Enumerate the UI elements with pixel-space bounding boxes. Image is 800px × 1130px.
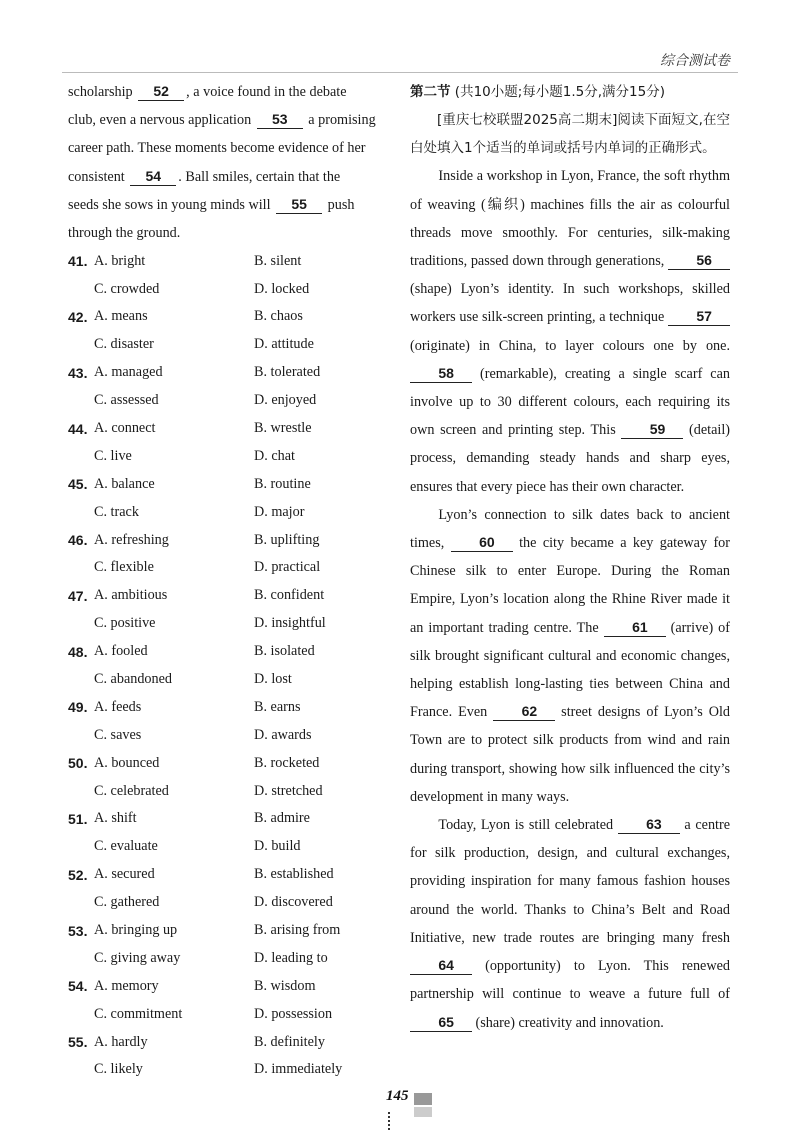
question-row bbox=[68, 442, 390, 470]
question-row bbox=[68, 693, 390, 721]
question-number: 46. bbox=[68, 532, 88, 549]
left-column bbox=[68, 78, 390, 1084]
question-row bbox=[68, 1000, 390, 1028]
page-number-dots bbox=[388, 1112, 392, 1130]
passage-text: (opportunity) to Lyon. This renewed partnership will continue to weave a future full of bbox=[410, 958, 730, 1003]
option-d[interactable]: D. attitude bbox=[254, 336, 314, 353]
passage-text: (arrive) of silk brought significant cultural and economic changes, helping establish long-lasting ties between China and France. Even bbox=[410, 619, 730, 721]
header-divider bbox=[62, 72, 738, 73]
passage-text: (remarkable), creating a single scarf can involve up to 30 different colours, each requiring its own screen and printing step. This bbox=[410, 365, 730, 439]
passage-text: the city became a key gateway for Chinese silk to enter Europe. During the Roman Empire, Lyon’s location along the Rhine River made it an important trading centre. The bbox=[410, 535, 730, 636]
question-number: 53. bbox=[68, 922, 88, 939]
question-number: 43. bbox=[68, 364, 88, 381]
question-number: 47. bbox=[68, 587, 88, 604]
option-a[interactable]: A. bright bbox=[94, 252, 146, 269]
option-a[interactable]: A. secured bbox=[94, 866, 155, 883]
option-c[interactable]: C. commitment bbox=[94, 1005, 183, 1022]
option-a[interactable]: A. managed bbox=[94, 364, 163, 381]
option-a[interactable]: A. ambitious bbox=[94, 587, 168, 604]
question-row bbox=[68, 387, 390, 415]
question-number: 48. bbox=[68, 643, 88, 660]
question-row bbox=[68, 275, 390, 303]
question-number: 55. bbox=[68, 1034, 88, 1051]
options-list bbox=[68, 247, 390, 1084]
option-b[interactable]: B. admire bbox=[254, 810, 310, 827]
option-a[interactable]: A. hardly bbox=[94, 1033, 148, 1050]
question-row bbox=[68, 833, 390, 861]
option-b[interactable]: B. rocketed bbox=[254, 754, 320, 771]
option-c[interactable]: C. giving away bbox=[94, 949, 181, 966]
header-tag: 综合测试卷 bbox=[660, 53, 730, 69]
passage-paragraph-1 bbox=[410, 162, 730, 500]
blank-56[interactable]: 56 bbox=[668, 251, 730, 270]
passage-line: seeds she sows in young minds will 55 push bbox=[68, 195, 355, 213]
question-number: 49. bbox=[68, 699, 88, 716]
question-row bbox=[68, 861, 390, 889]
question-row bbox=[68, 1028, 390, 1056]
blank-55[interactable]: 55 bbox=[276, 195, 322, 214]
option-a[interactable]: A. means bbox=[94, 308, 148, 325]
option-a[interactable]: A. feeds bbox=[94, 698, 142, 715]
option-b[interactable]: B. isolated bbox=[254, 643, 315, 660]
right-column bbox=[410, 78, 730, 1037]
passage-line: through the ground. bbox=[68, 225, 181, 242]
option-b[interactable]: B. established bbox=[254, 866, 334, 883]
blank-61[interactable]: 61 bbox=[604, 618, 666, 637]
question-number: 51. bbox=[68, 810, 88, 827]
option-d[interactable]: D. lost bbox=[254, 671, 292, 688]
option-d[interactable]: D. practical bbox=[254, 559, 321, 576]
passage-line: career path. These moments become evidence of her bbox=[68, 140, 366, 157]
option-d[interactable]: D. awards bbox=[254, 726, 312, 743]
question-row bbox=[68, 972, 390, 1000]
blank-64[interactable]: 64 bbox=[410, 956, 472, 975]
option-d[interactable]: D. leading to bbox=[254, 949, 328, 966]
question-row bbox=[68, 359, 390, 387]
option-c[interactable]: C. abandoned bbox=[94, 671, 173, 688]
question-row bbox=[68, 721, 390, 749]
passage-line: consistent 54 . Ball smiles, certain that the bbox=[68, 167, 341, 185]
option-d[interactable]: D. discovered bbox=[254, 894, 333, 911]
option-c[interactable]: C. saves bbox=[94, 726, 142, 743]
blank-57[interactable]: 57 bbox=[668, 307, 730, 326]
blank-53[interactable]: 53 bbox=[257, 110, 303, 129]
page-number-decoration bbox=[414, 1107, 432, 1117]
option-c[interactable]: C. gathered bbox=[94, 894, 160, 911]
option-b[interactable]: B. chaos bbox=[254, 308, 303, 325]
option-c[interactable]: C. evaluate bbox=[94, 838, 158, 855]
section-note: (共10小题;每小题1.5分,满分15分) bbox=[454, 84, 665, 100]
section-title: 第二节 bbox=[410, 84, 451, 100]
page-number-decoration bbox=[414, 1093, 432, 1105]
option-b[interactable]: B. confident bbox=[254, 587, 325, 604]
option-c[interactable]: C. positive bbox=[94, 615, 156, 632]
question-row bbox=[68, 470, 390, 498]
blank-63[interactable]: 63 bbox=[618, 815, 680, 834]
passage-text: (share) creativity and innovation. bbox=[472, 1014, 664, 1031]
option-c[interactable]: C. flexible bbox=[94, 559, 154, 576]
option-d[interactable]: D. immediately bbox=[254, 1061, 343, 1078]
passage-text: Inside a workshop in Lyon, France, the soft rhythm of weaving (编织) machines fills the air as colourful threads move smoothly. For centuries, silk-making traditions, passed down through generations, bbox=[410, 168, 730, 270]
instruction: [重庆七校联盟2025高二期末]阅读下面短文,在空白处填入1个适当的单词或括号内单词的正确形式。 bbox=[410, 112, 730, 157]
option-b[interactable]: B. earns bbox=[254, 698, 301, 715]
cloze-passage-end bbox=[68, 78, 390, 247]
option-b[interactable]: B. definitely bbox=[254, 1033, 325, 1050]
question-row bbox=[68, 917, 390, 945]
question-row bbox=[68, 526, 390, 554]
passage-text: street designs of Lyon’s Old Town are to protect silk products from wind and rain during transport, showing how silk influenced the city’s development in many ways. bbox=[410, 704, 730, 805]
option-d[interactable]: D. major bbox=[254, 503, 305, 520]
option-c[interactable]: C. crowded bbox=[94, 280, 160, 297]
blank-59[interactable]: 59 bbox=[621, 420, 683, 439]
page-number: 145 bbox=[386, 1088, 409, 1104]
question-row bbox=[68, 582, 390, 610]
question-number: 50. bbox=[68, 755, 88, 772]
question-number: 52. bbox=[68, 866, 88, 883]
blank-52[interactable]: 52 bbox=[138, 82, 184, 101]
option-a[interactable]: A. connect bbox=[94, 420, 156, 436]
blank-58[interactable]: 58 bbox=[410, 364, 472, 383]
option-c[interactable]: C. assessed bbox=[94, 392, 159, 409]
passage-text: Lyon’s connection to silk dates back to ancient times, bbox=[410, 506, 730, 552]
question-row bbox=[68, 415, 390, 443]
option-c[interactable]: C. disaster bbox=[94, 336, 154, 353]
blank-65[interactable]: 65 bbox=[410, 1013, 472, 1032]
question-number: 45. bbox=[68, 476, 88, 493]
option-b[interactable]: B. routine bbox=[254, 475, 311, 492]
question-row bbox=[68, 247, 390, 275]
option-c[interactable]: C. likely bbox=[94, 1061, 143, 1078]
option-a[interactable]: A. fooled bbox=[94, 643, 148, 660]
passage-text: Today, Lyon is still celebrated bbox=[438, 817, 618, 834]
question-row bbox=[68, 638, 390, 666]
option-a[interactable]: A. refreshing bbox=[94, 531, 169, 548]
passage-text: (shape) Lyon’s identity. In such workshops, skilled workers use silk-screen printing, a technique bbox=[410, 281, 730, 326]
question-number: 42. bbox=[68, 308, 88, 325]
option-b[interactable]: B. wisdom bbox=[254, 977, 316, 994]
option-d[interactable]: D. chat bbox=[254, 447, 295, 464]
blank-54[interactable]: 54 bbox=[130, 167, 176, 186]
question-number: 54. bbox=[68, 978, 88, 995]
passage-line: scholarship 52 , a voice found in the debate bbox=[68, 83, 347, 100]
question-row bbox=[68, 498, 390, 526]
blank-62[interactable]: 62 bbox=[493, 702, 555, 721]
option-a[interactable]: A. balance bbox=[94, 475, 155, 492]
option-a[interactable]: A. bringing up bbox=[94, 922, 178, 939]
option-b[interactable]: B. wrestle bbox=[254, 420, 312, 436]
blank-60[interactable]: 60 bbox=[451, 533, 513, 552]
passage-text: a centre for silk production, design, and cultural exchanges, providing inspiration for many famous fashion houses around the world. Thanks to China’s Belt and Road Initiative, new trade routes are bringing many fresh bbox=[410, 817, 731, 946]
question-row bbox=[68, 303, 390, 331]
option-c[interactable]: C. celebrated bbox=[94, 782, 169, 799]
question-row bbox=[68, 610, 390, 638]
section-heading bbox=[410, 78, 730, 106]
option-d[interactable]: D. insightful bbox=[254, 615, 326, 632]
option-b[interactable]: B. uplifting bbox=[254, 531, 320, 548]
option-d[interactable]: D. build bbox=[254, 838, 301, 855]
option-b[interactable]: B. arising from bbox=[254, 922, 341, 939]
option-b[interactable]: B. silent bbox=[254, 252, 302, 269]
option-d[interactable]: D. locked bbox=[254, 280, 310, 297]
option-a[interactable]: A. shift bbox=[94, 810, 137, 827]
option-c[interactable]: C. live bbox=[94, 447, 132, 464]
passage-line: club, even a nervous application 53 a promising bbox=[68, 111, 376, 129]
option-d[interactable]: D. stretched bbox=[254, 782, 323, 799]
passage-text: (originate) in China, to layer colours one by one. bbox=[410, 337, 730, 354]
passage-paragraph-3 bbox=[410, 811, 730, 1037]
question-row bbox=[68, 805, 390, 833]
option-a[interactable]: A. memory bbox=[94, 977, 159, 994]
question-row bbox=[68, 554, 390, 582]
question-row bbox=[68, 1056, 390, 1084]
question-row bbox=[68, 666, 390, 694]
option-d[interactable]: D. possession bbox=[254, 1005, 333, 1022]
option-b[interactable]: B. tolerated bbox=[254, 364, 321, 381]
question-row bbox=[68, 777, 390, 805]
option-d[interactable]: D. enjoyed bbox=[254, 392, 317, 409]
question-row bbox=[68, 749, 390, 777]
question-row bbox=[68, 944, 390, 972]
passage-text: (detail) process, demanding steady hands and sharp eyes, ensures that every piece has their own character. bbox=[410, 422, 730, 495]
question-row bbox=[68, 889, 390, 917]
question-number: 41. bbox=[68, 253, 88, 270]
option-a[interactable]: A. bounced bbox=[94, 754, 160, 771]
passage-paragraph-2 bbox=[410, 501, 730, 811]
question-number: 44. bbox=[68, 420, 88, 437]
question-row bbox=[68, 331, 390, 359]
option-c[interactable]: C. track bbox=[94, 503, 139, 520]
